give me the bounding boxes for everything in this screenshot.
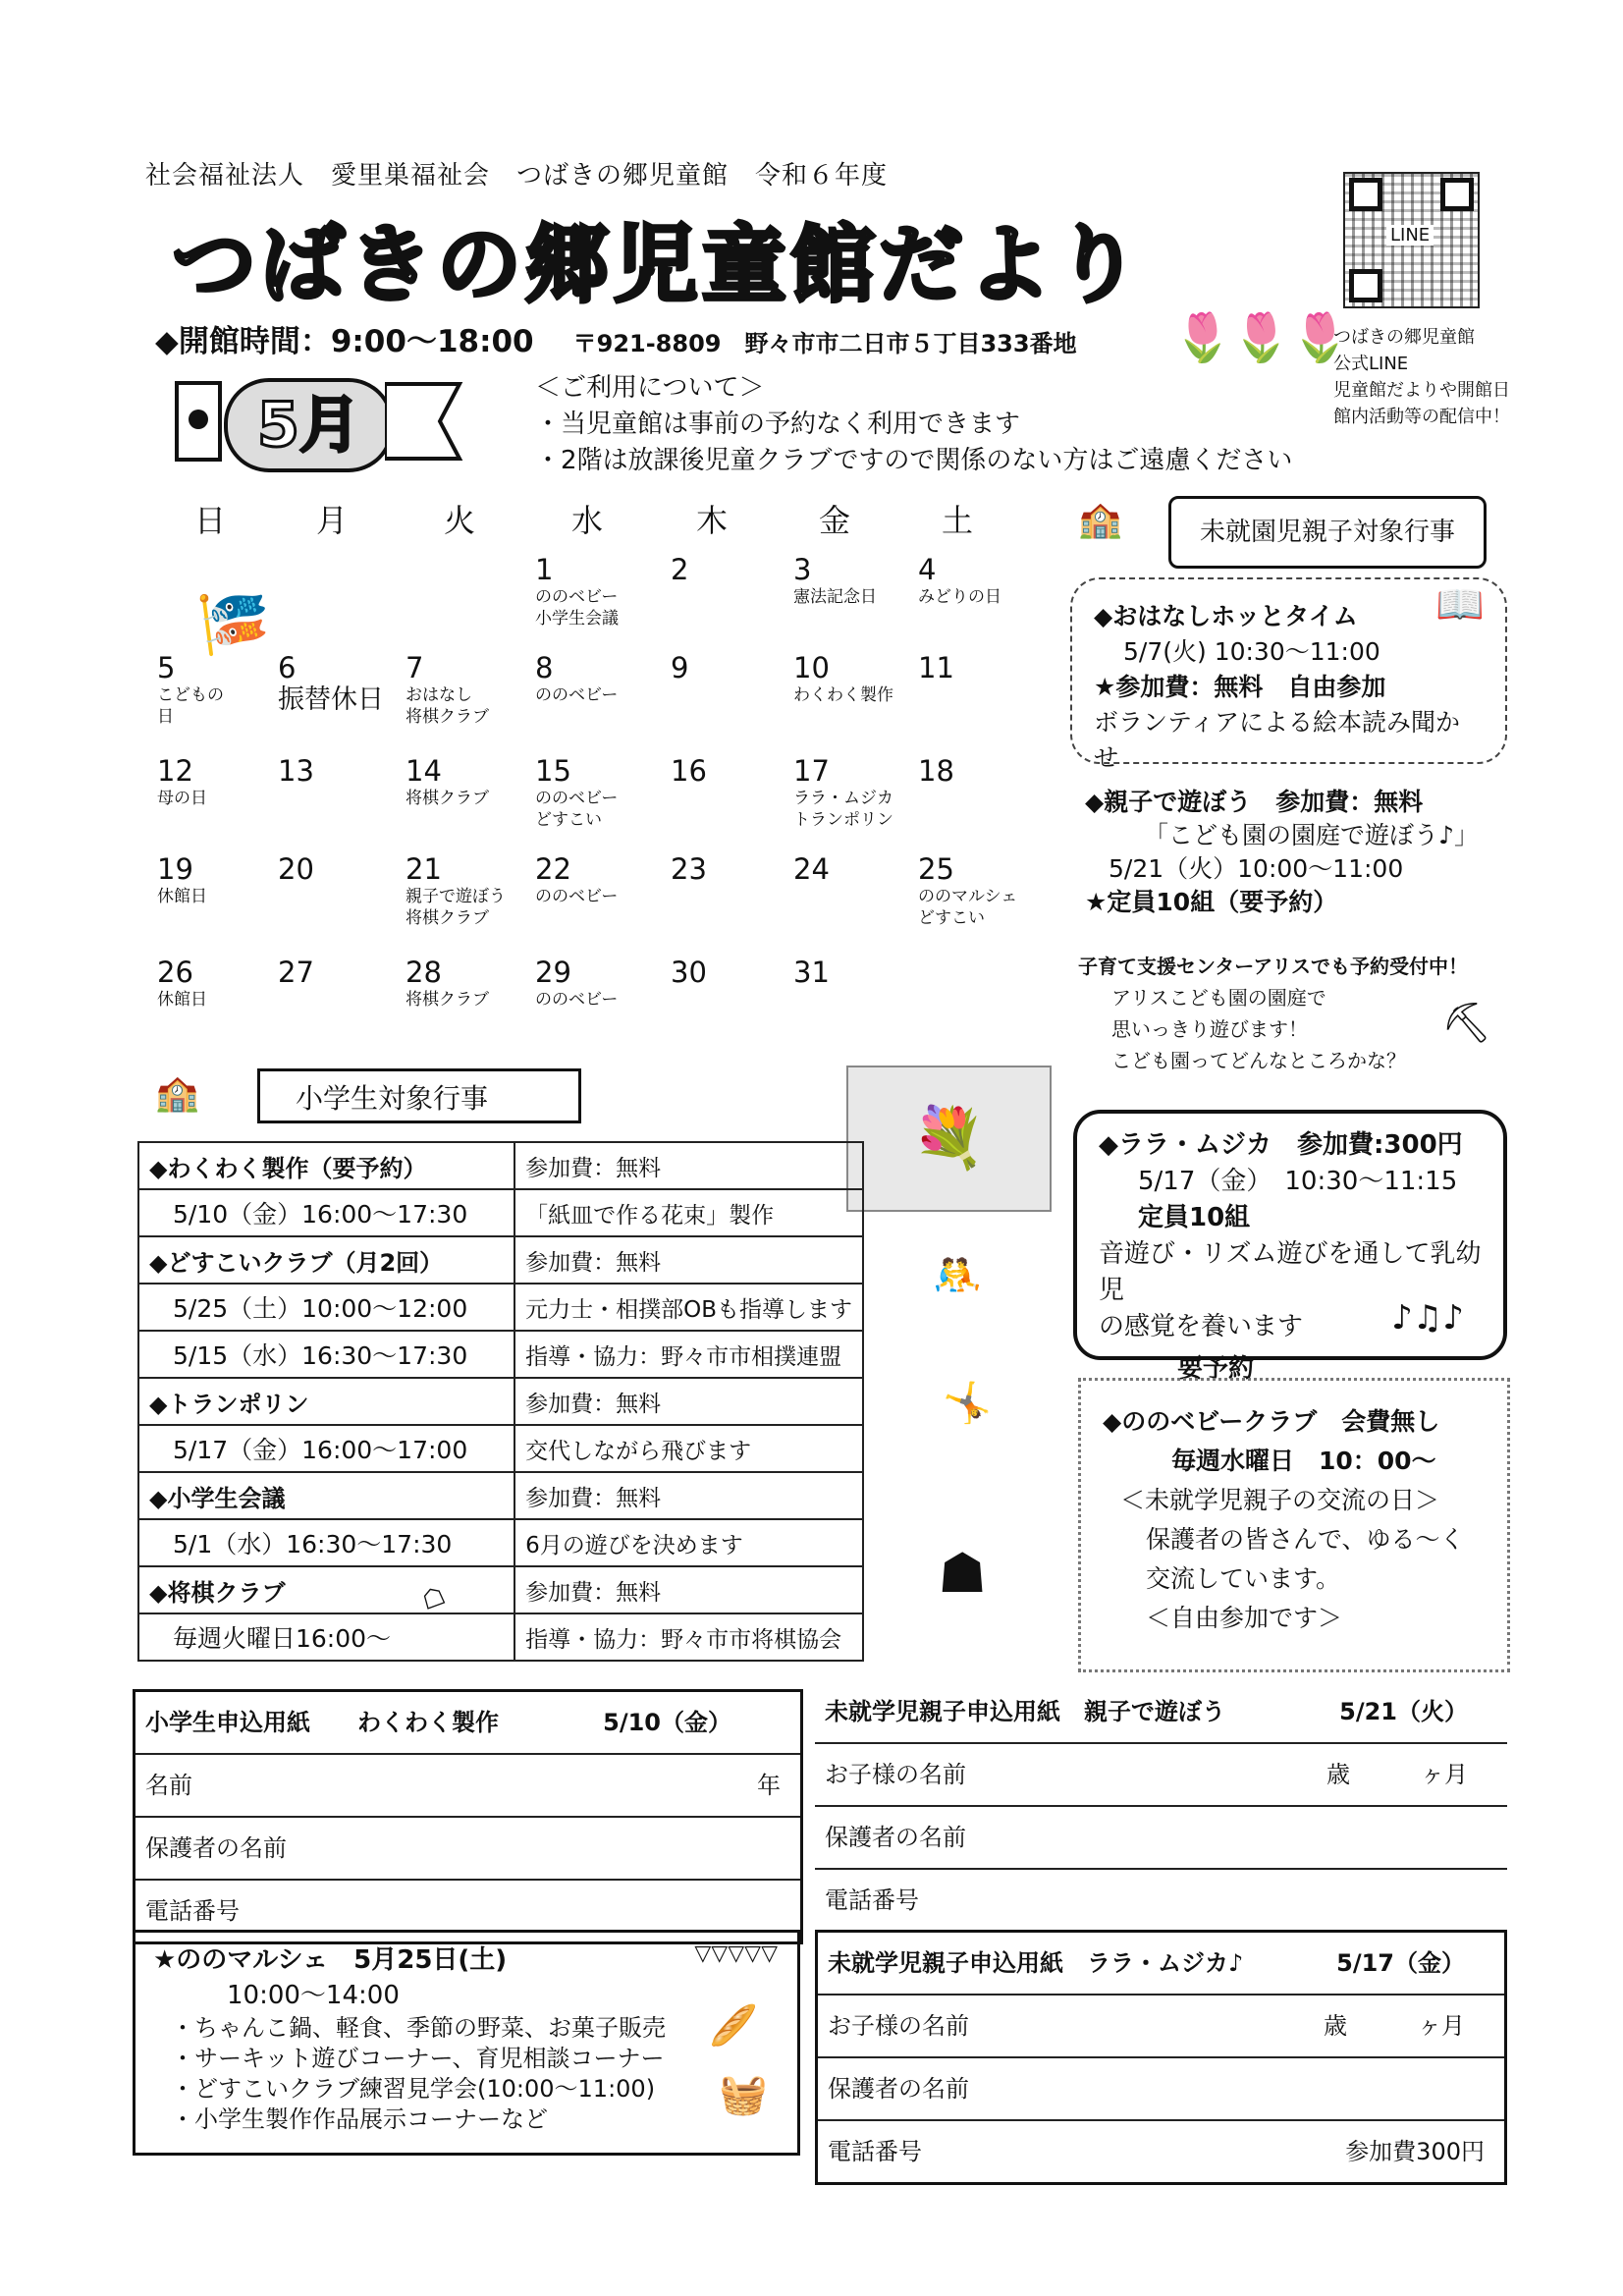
- detail-cell: 交代しながら飛びます: [514, 1425, 863, 1472]
- day-number: 4: [918, 553, 937, 586]
- day-event: 日: [157, 707, 174, 727]
- usage-title: ＜ご利用について＞: [535, 373, 765, 403]
- play-time: 5/21（火）10:00～11:00: [1109, 854, 1404, 883]
- flower-bouquet-photo: 💐: [846, 1066, 1052, 1212]
- qr-corner: [1440, 178, 1474, 211]
- trampoline-illustration-icon: 🤸: [943, 1381, 992, 1426]
- day-number: 6: [278, 651, 297, 684]
- lala-title: ◆ララ・ムジカ 参加費:300円: [1099, 1130, 1463, 1160]
- marche-item: ・ちゃんこ鍋、軽食、季節の野菜、お菓子販売: [171, 2014, 666, 2042]
- marche-title: ★ののマルシェ 5月25日(土): [153, 1945, 508, 1975]
- age-label: 歳 ヶ月: [1324, 2012, 1465, 2040]
- day-event: 母の日: [157, 789, 207, 808]
- usage-item: ・2階は放課後児童クラブですので関係のない方はご遠慮ください: [535, 446, 1293, 475]
- calendar-day: [157, 956, 283, 1011]
- lala-desc: の感覚を養います: [1099, 1312, 1304, 1341]
- event-cell: 毎週火曜日16:00～: [138, 1613, 514, 1661]
- calendar-day: [671, 651, 796, 684]
- calendar-day: [918, 651, 1044, 684]
- table-row: [138, 1142, 863, 1189]
- qr-caption-line: 館内活動等の配信中！: [1333, 407, 1510, 427]
- day-number: 26: [157, 956, 193, 989]
- lala-time: 5/17（金） 10:30～11:15: [1138, 1167, 1458, 1196]
- table-row: [138, 1566, 863, 1613]
- storytime-desc: ボランティアによる絵本読み聞かせ: [1094, 708, 1461, 772]
- field-label: 保護者の名前: [828, 2075, 969, 2103]
- day-number: 3: [793, 553, 812, 586]
- day-number: 24: [793, 852, 830, 886]
- day-number: 22: [535, 852, 571, 886]
- qr-caption-line: つばきの郷児童館: [1333, 327, 1475, 348]
- usage-notes: [535, 370, 1292, 479]
- weekday-sun: 日: [193, 502, 226, 539]
- detail-cell: 指導・協力：野々市市相撲連盟: [514, 1331, 863, 1378]
- form-title: 未就学児親子申込用紙 親子で遊ぼう: [825, 1698, 1225, 1725]
- table-row: [138, 1236, 863, 1284]
- table-row: [138, 1519, 863, 1566]
- storytime-fee: ★参加費：無料 自由参加: [1094, 673, 1386, 701]
- nono-desc: 保護者の皆さんで、ゆる～く: [1146, 1525, 1465, 1554]
- usage-item: ・当児童館は事前の予約なく利用できます: [535, 410, 1021, 439]
- detail-cell: 参加費：無料: [514, 1142, 863, 1189]
- event-cell: 5/1（水）16:30～17:30: [138, 1519, 514, 1566]
- calendar-day: [535, 852, 661, 907]
- day-number: 11: [918, 651, 954, 684]
- day-event: ののマルシェ: [918, 887, 1018, 906]
- calendar-day: [671, 553, 796, 586]
- calendar-day: [278, 852, 404, 886]
- calendar-day: [535, 956, 661, 1011]
- grade-label: 年: [757, 1772, 781, 1799]
- weekday-sat: 土: [941, 502, 973, 539]
- day-number: 21: [406, 852, 442, 886]
- play-capacity: ★定員10組（要予約）: [1085, 888, 1338, 916]
- sumo-kids-illustration-icon: 🤼: [933, 1253, 982, 1298]
- event-cell: ◆わくわく製作（要予約）: [138, 1142, 514, 1189]
- nono-desc: ＜自由参加です＞: [1146, 1604, 1343, 1632]
- calendar-day: [406, 754, 531, 809]
- alis-line: 子育て支援センターアリスでも予約受付中！: [1078, 955, 1468, 978]
- address: 〒921-8809 野々市市二日市５丁目333番地: [572, 330, 1077, 357]
- field-label: お子様の名前: [828, 2012, 969, 2040]
- day-event: ララ・ムジカ: [793, 789, 893, 808]
- day-number: 10: [793, 651, 830, 684]
- table-row: [138, 1331, 863, 1378]
- calendar-day: [535, 754, 661, 831]
- qr-caption-line: 児童館だよりや開館日: [1333, 380, 1510, 401]
- form-title-row: [815, 1681, 1507, 1744]
- event-cell: ◆将棋クラブ: [138, 1566, 514, 1613]
- day-number: 29: [535, 956, 571, 989]
- calendar-day: [406, 852, 531, 929]
- day-event: 振替休日: [278, 684, 384, 715]
- oya-application-form: [815, 1681, 1507, 1931]
- field-label: お子様の名前: [825, 1761, 966, 1788]
- form-title-row: [135, 1692, 800, 1755]
- form-date: 5/21（火）: [1339, 1698, 1468, 1725]
- alis-line: 思いっきり遊びます！: [1111, 1017, 1308, 1041]
- calendar-day: [157, 754, 283, 809]
- play-title: ◆親子で遊ぼう 参加費：無料: [1085, 788, 1424, 816]
- lala-capacity: 定員10組: [1138, 1203, 1251, 1232]
- storytime-time: 5/7(火) 10:30～11:00: [1123, 637, 1380, 666]
- tulip-illustration-icon: 🌷🌷🌷: [1173, 310, 1350, 365]
- day-number: 9: [671, 651, 689, 684]
- marche-item: ・サーキット遊びコーナー、育児相談コーナー: [171, 2045, 665, 2072]
- elementary-events-header: 小学生対象行事: [257, 1068, 581, 1123]
- event-cell: 5/17（金）16:00～17:00: [138, 1425, 514, 1472]
- day-event: こどもの: [157, 685, 224, 705]
- event-cell: ◆トランポリン: [138, 1378, 514, 1425]
- day-number: 30: [671, 956, 707, 989]
- calendar-day: [406, 956, 531, 1011]
- qr-caption: [1333, 324, 1510, 430]
- day-number: 1: [535, 553, 554, 586]
- field-label: 電話番号: [825, 1886, 919, 1914]
- nono-time: 毎週水曜日 10：00～: [1171, 1447, 1436, 1475]
- calendar-day: [671, 956, 796, 989]
- day-event: 将棋クラブ: [406, 707, 489, 727]
- parent-child-play-info: [1085, 786, 1479, 919]
- calendar-day: [157, 651, 283, 728]
- calendar-day: [671, 852, 796, 886]
- house-icon: 🏫: [1078, 500, 1122, 540]
- day-number: 20: [278, 852, 314, 886]
- calendar-day: [535, 553, 661, 629]
- hours-text: ◆開館時間：9:00～18:00: [155, 324, 534, 359]
- day-number: 27: [278, 956, 314, 989]
- field-label: 電話番号: [828, 2138, 922, 2165]
- day-event: 休館日: [157, 887, 207, 906]
- day-event: ののベビー: [535, 685, 619, 705]
- alis-notice: [1078, 951, 1468, 1076]
- calendar-day: [918, 852, 1044, 929]
- calendar-day: [406, 651, 531, 728]
- parent-name-field[interactable]: [135, 1818, 800, 1881]
- form-title: 未就学児親子申込用紙 ララ・ムジカ♪: [828, 1949, 1244, 1977]
- nono-subtitle: ＜未就学児親子の交流の日＞: [1120, 1486, 1440, 1514]
- detail-cell: 6月の遊びを決めます: [514, 1519, 863, 1566]
- play-subtitle: 「こども園の園庭で遊ぼう♪」: [1144, 821, 1479, 849]
- day-event: どすこい: [918, 908, 985, 928]
- child-name-field[interactable]: [818, 1995, 1504, 2058]
- detail-cell: 「紙皿で作る花束」製作: [514, 1189, 863, 1236]
- fee-label: 参加費300円: [1345, 2138, 1485, 2165]
- table-row: [138, 1378, 863, 1425]
- calendar-day: [535, 651, 661, 706]
- parent-name-field[interactable]: [815, 1807, 1507, 1870]
- day-event: 小学生会議: [535, 609, 619, 629]
- name-field[interactable]: [135, 1755, 800, 1818]
- field-label: 保護者の名前: [825, 1824, 966, 1851]
- day-number: 2: [671, 553, 689, 586]
- lala-reservation: 要予約: [1177, 1354, 1255, 1384]
- marche-item: ・どすこいクラブ練習見学会(10:00～11:00): [171, 2075, 656, 2103]
- calendar-day: [793, 956, 919, 989]
- field-label: 名前: [145, 1772, 192, 1799]
- opening-hours: [155, 316, 1077, 360]
- organization-line: 社会福祉法人 愛里巣福祉会 つばきの郷児童館 令和６年度: [145, 161, 889, 191]
- day-event: ののベビー: [535, 887, 619, 906]
- preschool-events-header: 未就園児親子対象行事: [1168, 496, 1487, 569]
- day-number: 19: [157, 852, 193, 886]
- detail-cell: 元力士・相撲部OBも指導します: [514, 1284, 863, 1331]
- day-number: 23: [671, 852, 707, 886]
- day-number: 15: [535, 754, 571, 788]
- day-number: 28: [406, 956, 442, 989]
- day-number: 7: [406, 651, 424, 684]
- marche-item: ・小学生製作作品展示コーナーなど: [171, 2105, 548, 2133]
- age-label: 歳 ヶ月: [1326, 1761, 1468, 1788]
- detail-cell: 参加費：無料: [514, 1236, 863, 1284]
- day-event: 将棋クラブ: [406, 789, 489, 808]
- elementary-application-form: [133, 1689, 803, 1944]
- calendar-day: [278, 651, 404, 716]
- day-event: 憲法記念日: [793, 587, 877, 607]
- calendar-day: [278, 754, 404, 788]
- table-row: [138, 1425, 863, 1472]
- reading-woman-illustration-icon: 📖: [1435, 582, 1485, 628]
- lala-application-form: [815, 1930, 1507, 2185]
- calendar-day: [278, 956, 404, 989]
- qr-label: LINE: [1386, 225, 1434, 246]
- calendar-day: [793, 754, 919, 831]
- day-event: ののベビー: [535, 789, 619, 808]
- nono-title: ◆ののベビークラブ 会費無し: [1103, 1407, 1440, 1436]
- day-event: 将棋クラブ: [406, 908, 489, 928]
- line-qr-code[interactable]: [1343, 172, 1480, 308]
- table-row: [138, 1472, 863, 1519]
- event-cell: 5/15（水）16:30～17:30: [138, 1331, 514, 1378]
- lala-musica-box: [1073, 1110, 1507, 1384]
- nono-desc: 交流しています。: [1146, 1564, 1341, 1593]
- child-name-field[interactable]: [815, 1744, 1507, 1807]
- event-cell: 5/25（土）10:00～12:00: [138, 1284, 514, 1331]
- day-number: 14: [406, 754, 442, 788]
- calendar-day: [918, 553, 1044, 608]
- day-number: 13: [278, 754, 314, 788]
- lala-desc: 音遊び・リズム遊びを通して乳幼児: [1099, 1239, 1482, 1305]
- kabuto-boy-illustration-icon: 🎏: [196, 590, 270, 659]
- day-event: みどりの日: [918, 587, 1001, 607]
- vegetable-basket-icon: 🧺: [719, 2072, 768, 2117]
- calendar-day: [793, 553, 919, 608]
- form-title-row: [818, 1933, 1504, 1995]
- day-event: 将棋クラブ: [406, 990, 489, 1010]
- day-number: 18: [918, 754, 954, 788]
- event-cell: ◆小学生会議: [138, 1472, 514, 1519]
- month-label: 5月: [224, 378, 394, 472]
- phone-field[interactable]: [815, 1870, 1507, 1931]
- field-label: 電話番号: [145, 1897, 240, 1925]
- newsletter-title: つばきの郷児童館だより: [172, 216, 1144, 314]
- detail-cell: 参加費：無料: [514, 1378, 863, 1425]
- alis-line: こども園ってどんなところかな？: [1111, 1049, 1406, 1072]
- detail-cell: 参加費：無料: [514, 1472, 863, 1519]
- calendar-day: [918, 754, 1044, 788]
- day-event: 休館日: [157, 990, 207, 1010]
- month-badge: [175, 378, 460, 471]
- day-event: ののベビー: [535, 990, 619, 1010]
- day-event: トランポリン: [793, 810, 893, 830]
- event-cell: 5/10（金）16:00～17:30: [138, 1189, 514, 1236]
- shovel-illustration-icon: ⛏: [1441, 1001, 1491, 1046]
- qr-corner: [1349, 178, 1382, 211]
- flag-left-icon: [175, 378, 224, 466]
- weekday-wed: 水: [570, 502, 603, 539]
- table-row: [138, 1189, 863, 1236]
- calendar-day: [157, 852, 283, 907]
- field-label: 保護者の名前: [145, 1834, 287, 1862]
- day-number: 25: [918, 852, 954, 886]
- day-event: わくわく製作: [793, 685, 893, 705]
- form-title: 小学生申込用紙 わくわく製作: [145, 1709, 499, 1736]
- form-date: 5/10（金）: [603, 1709, 731, 1736]
- day-event: 親子で遊ぼう: [406, 887, 506, 906]
- bunting-flags-icon: ▽▽▽▽▽: [694, 1941, 778, 1966]
- weekday-fri: 金: [818, 502, 850, 539]
- house-icon: 🏫: [155, 1073, 199, 1114]
- day-number: 8: [535, 651, 554, 684]
- shogi-piece-illustration-icon: ☗: [938, 1542, 988, 1606]
- day-number: 17: [793, 754, 830, 788]
- day-number: 16: [671, 754, 707, 788]
- calendar-day: [671, 754, 796, 788]
- table-row: [138, 1613, 863, 1661]
- day-event: どすこい: [535, 810, 602, 830]
- nono-baby-club-box: [1078, 1378, 1510, 1672]
- detail-cell: 指導・協力：野々市市将棋協会: [514, 1613, 863, 1661]
- flag-right-icon: [385, 378, 463, 466]
- calendar-day: [793, 852, 919, 886]
- marche-time: 10:00～14:00: [227, 1981, 400, 2010]
- alis-line: アリスこども園の園庭で: [1111, 986, 1326, 1010]
- day-number: 12: [157, 754, 193, 788]
- bread-icon: 🥖: [709, 2003, 758, 2049]
- music-notes-icon: ♪♫♪: [1391, 1298, 1464, 1338]
- qr-caption-line: 公式LINE: [1333, 354, 1409, 374]
- form-date: 5/17（金）: [1336, 1949, 1465, 1977]
- table-row: [138, 1284, 863, 1331]
- event-cell: ◆どすこいクラブ（月2回）: [138, 1236, 514, 1284]
- day-number: 31: [793, 956, 830, 989]
- storytime-title: ◆おはなしホッとタイム: [1094, 602, 1358, 630]
- qr-corner: [1349, 269, 1382, 302]
- day-event: ののベビー: [535, 587, 619, 607]
- elementary-events-table: [137, 1141, 864, 1662]
- detail-cell: 参加費：無料: [514, 1566, 863, 1613]
- calendar-day: [793, 651, 919, 706]
- weekday-thu: 木: [695, 502, 728, 539]
- nono-marche-box: [133, 1930, 800, 2156]
- parent-name-field[interactable]: [818, 2058, 1504, 2121]
- day-event: おはなし: [406, 685, 472, 705]
- day-number: 5: [157, 651, 176, 684]
- weekday-mon: 月: [315, 502, 348, 539]
- weekday-tue: 火: [443, 502, 475, 539]
- phone-field[interactable]: [818, 2121, 1504, 2182]
- shogi-king-piece-icon: ☖: [417, 1580, 450, 1617]
